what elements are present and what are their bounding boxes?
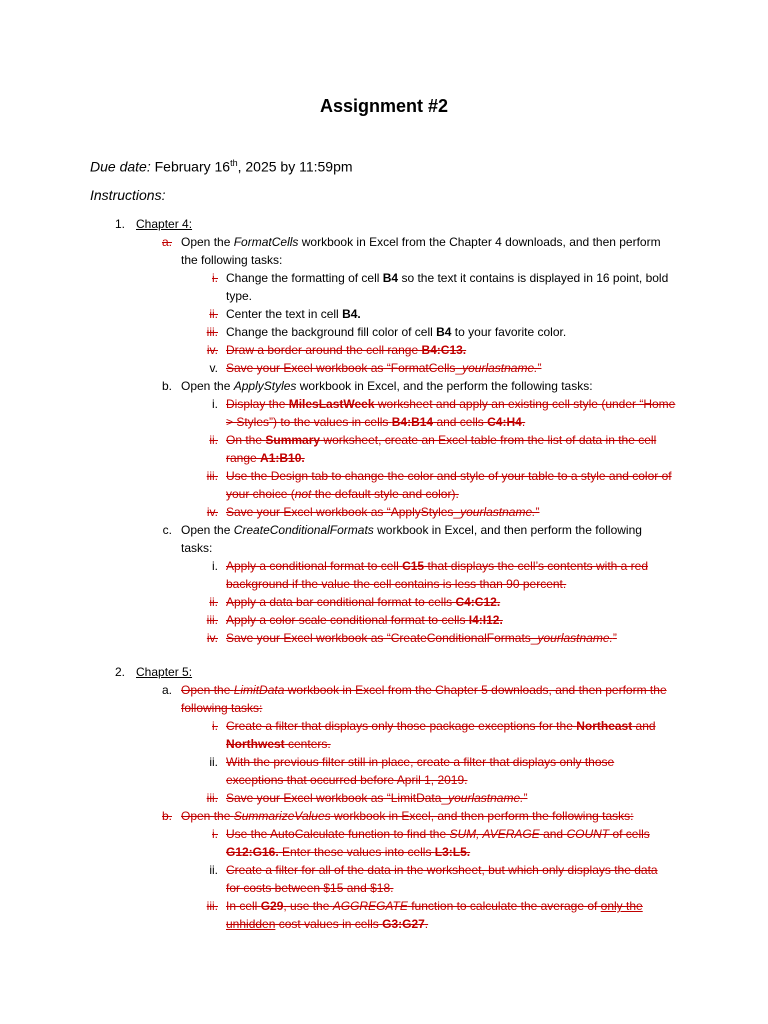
- ch4-c-iii-line: Apply a color scale conditional format to cells I4:I12.: [226, 613, 503, 627]
- ch4-c-i-line1: Apply a conditional format to cell C15 that displays the cell’s contents with a red: [226, 559, 649, 573]
- ch4-b-marker: b.: [161, 379, 172, 393]
- ch4-a-iii-marker: iii.: [206, 325, 218, 339]
- ch4-c-i-line2: background if the value the cell contains is less than 90 percent.: [226, 577, 567, 591]
- due-date-line: [90, 153, 353, 177]
- ch4-a-v-line: Save your Excel workbook as “FormatCells_yourlastname.”: [226, 361, 542, 375]
- ch4-b-iv-marker: iv.: [206, 505, 218, 519]
- ch4-a-i-line1: Change the formatting of cell B4 so the text it contains is displayed in 16 point, bold: [226, 271, 669, 285]
- ch4-c-ii-marker: ii.: [209, 595, 218, 609]
- ch5-a-ii-marker: ii.: [209, 755, 218, 769]
- ch4-c-iv-marker: iv.: [206, 631, 218, 645]
- chapter4-number: 1.: [114, 217, 125, 231]
- ch4-a-ii-marker: ii.: [209, 307, 218, 321]
- ch5-a-i-line2: Northwest centers.: [226, 737, 331, 751]
- ch4-b-ii-marker: ii.: [209, 433, 218, 447]
- page-title: Assignment #2: [319, 96, 449, 116]
- ch5-a-marker: a.: [161, 683, 172, 697]
- ch4-a-marker: a.: [161, 235, 172, 249]
- ch4-b-iv-line: Save your Excel workbook as “ApplyStyles_yourlastname.”: [226, 505, 540, 519]
- ch4-a-v-marker: v.: [209, 361, 218, 375]
- chapter5-label: Chapter 5:: [136, 665, 193, 679]
- ch5-b-i-line1: Use the AutoCalculate function to find the SUM, AVERAGE and COUNT of cells: [226, 827, 650, 841]
- ch5-a-line1: Open the LimitData workbook in Excel from the Chapter 5 downloads, and then perform the: [181, 683, 667, 697]
- ch5-a-i-marker: i.: [212, 719, 218, 733]
- ch5-b-i-line2: G12:G16. Enter these values into cells L3:L5.: [226, 845, 471, 859]
- chapter4-label: Chapter 4:: [136, 217, 193, 231]
- ch5-a-ii-line1: With the previous filter still in place, create a filter that displays only those: [226, 755, 615, 769]
- ch5-b-ii-marker: ii.: [209, 863, 218, 877]
- ch4-a-iv-line: Draw a border around the cell range B4:C13.: [226, 343, 467, 357]
- ch4-a-iii-line: Change the background fill color of cell B4 to your favorite color.: [226, 325, 567, 339]
- chapter5-number: 2.: [114, 665, 125, 679]
- due-date-label: Due date:: [90, 158, 151, 175]
- instructions-label: Instructions:: [90, 187, 166, 203]
- ch4-b-iii-marker: iii.: [206, 469, 218, 483]
- ch4-b-i-line2: > Styles”) to the values in cells B4:B14 and cells C4:H4.: [226, 415, 526, 429]
- ch4-b-i-line1: Display the MilesLastWeek worksheet and apply an existing cell style (under “Home: [226, 397, 676, 411]
- ch4-c-line1: Open the CreateConditionalFormats workbook in Excel, and then perform the following: [181, 523, 642, 537]
- due-date-rest: , 2025 by 11:59pm: [237, 158, 353, 175]
- ch5-b-iii-line2: unhidden cost values in cells G3:G27.: [226, 917, 429, 931]
- ch4-c-line2: tasks:: [181, 541, 213, 555]
- ch4-a-ii-line: Center the text in cell B4.: [226, 307, 361, 321]
- ch5-a-ii-line2: exceptions that occurred before April 1, 2019.: [226, 773, 468, 787]
- ch4-c-marker: c.: [162, 523, 172, 537]
- ch5-b-iii-line1: In cell G29, use the AGGREGATE function to calculate the average of only the: [226, 899, 643, 913]
- ch5-b-ii-line1: Create a filter for all of the data in the worksheet, but which only displays the data: [226, 863, 658, 877]
- ch5-b-marker: b.: [161, 809, 172, 823]
- ch4-a-line1: Open the FormatCells workbook in Excel from the Chapter 4 downloads, and then perform: [181, 235, 661, 249]
- ch4-c-ii-line: Apply a data bar conditional format to cells C4:C12.: [226, 595, 501, 609]
- ch4-a-i-line2: type.: [226, 289, 253, 303]
- ch4-c-iv-line: Save your Excel workbook as “CreateConditionalFormats_yourlastname.”: [226, 631, 617, 645]
- ch4-b-line1: Open the ApplyStyles workbook in Excel, and the perform the following tasks:: [181, 379, 593, 393]
- ch4-a-iv-marker: iv.: [206, 343, 218, 357]
- ch4-c-i-marker: i.: [212, 559, 218, 573]
- ch5-b-line1: Open the SummarizeValues workbook in Excel, and then perform the following tasks:: [181, 809, 634, 823]
- ch4-b-ii-line1: On the Summary worksheet, create an Excel table from the list of data in the cell: [226, 433, 657, 447]
- ch4-a-line2: the following tasks:: [181, 253, 283, 267]
- due-date-text: February 16: [154, 158, 231, 175]
- ch4-c-iii-marker: iii.: [206, 613, 218, 627]
- due-date-suffix: th: [230, 158, 238, 168]
- ch5-b-i-marker: i.: [212, 827, 218, 841]
- ch5-a-line2: following tasks:: [181, 701, 263, 715]
- ch4-b-iii-line2: your choice (not the default style and color).: [226, 487, 459, 501]
- ch4-b-iii-line1: Use the Design tab to change the color and style of your table to a style and color of: [226, 469, 672, 483]
- ch4-b-i-marker: i.: [212, 397, 218, 411]
- ch4-a-i-marker: i.: [212, 271, 218, 285]
- ch5-a-i-line1: Create a filter that displays only those package exceptions for the Northeast and: [226, 719, 656, 733]
- ch5-b-ii-line2: for costs between $15 and $18.: [226, 881, 394, 895]
- ch4-b-ii-line2: range A1:B10.: [226, 451, 305, 465]
- ch5-b-iii-marker: iii.: [206, 899, 218, 913]
- ch5-a-iii-line: Save your Excel workbook as “LimitData_yourlastname.”: [226, 791, 528, 805]
- ch5-a-iii-marker: iii.: [206, 791, 218, 805]
